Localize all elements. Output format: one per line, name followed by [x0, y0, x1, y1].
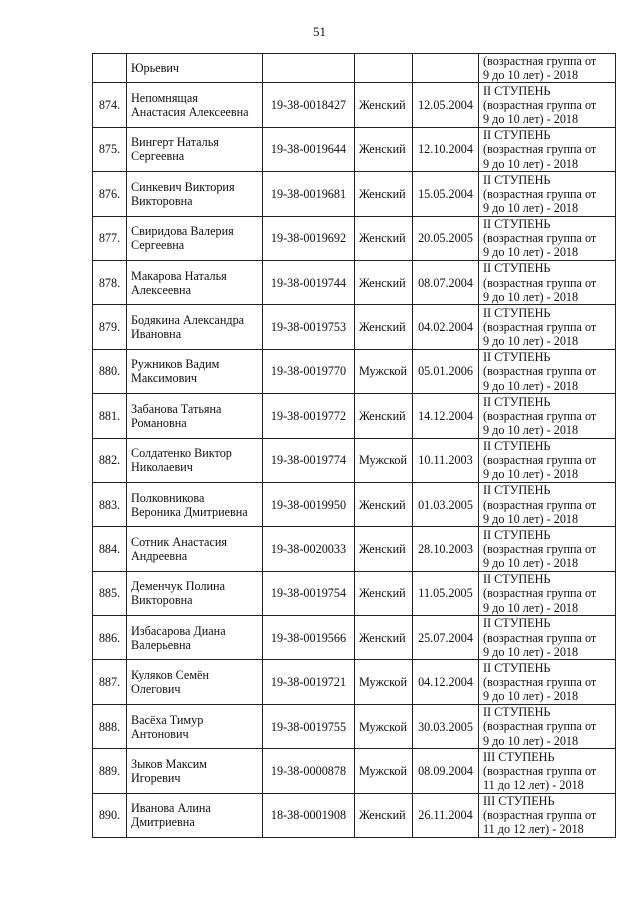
id-cell: 19-38-0019744 — [263, 260, 355, 304]
award-line: (возрастная группа от — [483, 231, 597, 246]
award-line: II СТУПЕНЬ — [483, 216, 551, 231]
name-line: Забанова Татьяна — [131, 401, 222, 416]
award-line: III СТУПЕНЬ — [483, 749, 555, 764]
award-cell — [479, 216, 616, 260]
award-cell — [479, 127, 616, 171]
page-number: 51 — [313, 24, 326, 39]
table-row — [93, 438, 616, 482]
award-line: 11 до 12 лет) - 2018 — [483, 822, 584, 837]
id-cell: 19-38-0019566 — [263, 616, 355, 660]
award-cell — [479, 83, 616, 127]
row-number-cell: 889. — [93, 749, 127, 793]
id-cell: 19-38-0019644 — [263, 127, 355, 171]
row-number-cell: 883. — [93, 482, 127, 526]
table-row — [93, 704, 616, 748]
row-number-cell: 876. — [93, 172, 127, 216]
sex-cell: Женский — [355, 127, 413, 171]
award-cell — [479, 793, 616, 837]
sex-cell: Женский — [355, 216, 413, 260]
award-line: 11 до 12 лет) - 2018 — [483, 778, 584, 793]
award-cell — [479, 54, 616, 83]
name-line: Максимович — [131, 371, 198, 386]
award-cell — [479, 527, 616, 571]
table-row — [93, 749, 616, 793]
row-number-cell: 879. — [93, 305, 127, 349]
award-line: III СТУПЕНЬ — [483, 794, 555, 809]
name-cell — [127, 793, 263, 837]
name-cell — [127, 305, 263, 349]
name-cell — [127, 438, 263, 482]
name-line: Синкевич Виктория — [131, 179, 235, 194]
name-line: Куляков Семён — [131, 668, 209, 683]
award-line: 9 до 10 лет) - 2018 — [483, 112, 579, 127]
sex-cell: Женский — [355, 172, 413, 216]
table-row — [93, 571, 616, 615]
id-cell: 18-38-0001908 — [263, 793, 355, 837]
award-line: II СТУПЕНЬ — [483, 616, 551, 631]
id-cell: 19-38-0019770 — [263, 349, 355, 393]
name-cell — [127, 83, 263, 127]
award-line: 9 до 10 лет) - 2018 — [483, 422, 579, 437]
award-line: (возрастная группа от — [483, 719, 597, 734]
award-line: II СТУПЕНЬ — [483, 705, 551, 720]
name-cell — [127, 571, 263, 615]
award-line: (возрастная группа от — [483, 808, 597, 823]
name-line: Полковникова — [131, 490, 205, 505]
name-line: Деменчук Полина — [131, 579, 225, 594]
row-number-cell: 880. — [93, 349, 127, 393]
id-cell: 19-38-0019692 — [263, 216, 355, 260]
award-cell — [479, 172, 616, 216]
table-row — [93, 660, 616, 704]
dob-cell: 28.10.2003 — [413, 527, 479, 571]
award-line: (возрастная группа от — [483, 541, 597, 556]
row-number-cell: 875. — [93, 127, 127, 171]
name-cell — [127, 749, 263, 793]
award-line: II СТУПЕНЬ — [483, 572, 551, 587]
id-cell: 19-38-0019950 — [263, 482, 355, 526]
dob-cell: 04.12.2004 — [413, 660, 479, 704]
name-cell — [127, 394, 263, 438]
sex-cell: Женский — [355, 305, 413, 349]
sex-cell: Мужской — [355, 749, 413, 793]
id-cell — [263, 54, 355, 83]
dob-cell: 08.07.2004 — [413, 260, 479, 304]
award-line: 9 до 10 лет) - 2018 — [483, 689, 579, 704]
name-line: Игоревич — [131, 770, 181, 785]
row-number-cell — [93, 54, 127, 83]
award-line: (возрастная группа от — [483, 453, 597, 468]
name-line: Олегович — [131, 682, 181, 697]
award-line: II СТУПЕНЬ — [483, 261, 551, 276]
award-line: 9 до 10 лет) - 2018 — [483, 511, 579, 526]
row-number-cell: 885. — [93, 571, 127, 615]
name-line: Ружников Вадим — [131, 357, 220, 372]
award-cell — [479, 349, 616, 393]
name-line: Алексеевна — [131, 282, 191, 297]
row-number-cell: 874. — [93, 83, 127, 127]
row-number-cell: 884. — [93, 527, 127, 571]
name-line: Викторовна — [131, 593, 193, 608]
name-line: Ивановна — [131, 327, 182, 342]
award-line: 9 до 10 лет) - 2018 — [483, 644, 579, 659]
sex-cell: Женский — [355, 616, 413, 660]
name-line: Свиридова Валерия — [131, 224, 234, 239]
name-line: Анастасия Алексеевна — [131, 105, 249, 120]
table-body — [93, 54, 616, 838]
award-line: (возрастная группа от — [483, 275, 597, 290]
name-line: Зыков Максим — [131, 756, 207, 771]
name-cell — [127, 349, 263, 393]
dob-cell: 20.05.2005 — [413, 216, 479, 260]
name-line: Сотник Анастасия — [131, 535, 227, 549]
id-cell: 19-38-0000878 — [263, 749, 355, 793]
table-row — [93, 482, 616, 526]
id-cell: 19-38-0020033 — [263, 527, 355, 571]
award-line: (возрастная группа от — [483, 675, 597, 690]
award-cell — [479, 438, 616, 482]
sex-cell: Мужской — [355, 349, 413, 393]
sex-cell: Мужской — [355, 660, 413, 704]
award-cell — [479, 571, 616, 615]
award-line: 9 до 10 лет) - 2018 — [483, 600, 579, 615]
name-cell — [127, 216, 263, 260]
table-row — [93, 127, 616, 171]
dob-cell: 11.05.2005 — [413, 571, 479, 615]
id-cell: 19-38-0019772 — [263, 394, 355, 438]
dob-cell: 30.03.2005 — [413, 704, 479, 748]
name-line: Васёха Тимур — [131, 712, 204, 727]
id-cell: 19-38-0019774 — [263, 438, 355, 482]
award-line: II СТУПЕНЬ — [483, 350, 551, 365]
dob-cell: 12.05.2004 — [413, 83, 479, 127]
table-row — [93, 172, 616, 216]
sex-cell: Женский — [355, 793, 413, 837]
table-row — [93, 527, 616, 571]
sex-cell — [355, 54, 413, 83]
name-line: Валерьевна — [131, 637, 191, 652]
award-line: II СТУПЕНЬ — [483, 483, 551, 498]
award-line: II СТУПЕНЬ — [483, 305, 551, 320]
award-cell — [479, 482, 616, 526]
name-line: Антонович — [131, 726, 189, 741]
award-line: (возрастная группа от — [483, 408, 597, 423]
name-line: Юрьевич — [131, 61, 179, 76]
name-line: Непомнящая — [131, 91, 198, 106]
id-cell: 19-38-0019755 — [263, 704, 355, 748]
award-line: II СТУПЕНЬ — [483, 660, 551, 675]
name-line: Романовна — [131, 415, 187, 430]
award-line: 9 до 10 лет) - 2018 — [483, 156, 579, 171]
dob-cell: 08.09.2004 — [413, 749, 479, 793]
table-row — [93, 305, 616, 349]
name-line: Вингерт Наталья — [131, 135, 219, 150]
participants-table — [92, 53, 616, 838]
award-line: II СТУПЕНЬ — [483, 394, 551, 409]
dob-cell: 05.01.2006 — [413, 349, 479, 393]
name-line: Избасарова Диана — [131, 623, 226, 638]
row-number-cell: 886. — [93, 616, 127, 660]
award-line: (возрастная группа от — [483, 763, 597, 778]
award-cell — [479, 394, 616, 438]
award-line: 9 до 10 лет) - 2018 — [483, 733, 579, 748]
award-line: 9 до 10 лет) - 2018 — [483, 467, 579, 482]
award-line: (возрастная группа от — [483, 630, 597, 645]
award-line: 9 до 10 лет) - 2018 — [483, 68, 579, 83]
sex-cell: Женский — [355, 482, 413, 526]
dob-cell: 14.12.2004 — [413, 394, 479, 438]
id-cell: 19-38-0019753 — [263, 305, 355, 349]
name-line: Викторовна — [131, 193, 193, 208]
name-line: Иванова Алина — [131, 801, 211, 816]
sex-cell: Мужской — [355, 438, 413, 482]
name-line: Вероника Дмитриевна — [131, 504, 248, 519]
award-line: 9 до 10 лет) - 2018 — [483, 556, 579, 571]
table-row — [93, 394, 616, 438]
name-line: Андреевна — [131, 549, 188, 563]
award-line: 9 до 10 лет) - 2018 — [483, 245, 579, 260]
name-cell — [127, 127, 263, 171]
award-line: II СТУПЕНЬ — [483, 83, 551, 98]
row-number-cell: 882. — [93, 438, 127, 482]
award-line: (возрастная группа от — [483, 497, 597, 512]
name-line: Макарова Наталья — [131, 268, 227, 283]
award-line: (возрастная группа от — [483, 98, 597, 112]
name-cell — [127, 54, 263, 83]
award-line: (возрастная группа от — [483, 319, 597, 334]
award-cell — [479, 704, 616, 748]
award-line: 9 до 10 лет) - 2018 — [483, 200, 579, 215]
table-row — [93, 349, 616, 393]
sex-cell: Женский — [355, 527, 413, 571]
id-cell: 19-38-0019681 — [263, 172, 355, 216]
id-cell: 19-38-0019754 — [263, 571, 355, 615]
name-cell — [127, 616, 263, 660]
dob-cell: 04.02.2004 — [413, 305, 479, 349]
award-line: (возрастная группа от — [483, 54, 597, 68]
name-line: Дмитриевна — [131, 815, 195, 830]
award-cell — [479, 616, 616, 660]
name-line: Бодякина Александра — [131, 313, 245, 328]
name-line: Сергеевна — [131, 238, 185, 253]
table-row — [93, 216, 616, 260]
name-cell — [127, 260, 263, 304]
sex-cell: Женский — [355, 260, 413, 304]
row-number-cell: 877. — [93, 216, 127, 260]
award-line: II СТУПЕНЬ — [483, 527, 551, 542]
table-row — [93, 260, 616, 304]
award-line: 9 до 10 лет) - 2018 — [483, 289, 579, 304]
row-number-cell: 887. — [93, 660, 127, 704]
dob-cell: 12.10.2004 — [413, 127, 479, 171]
dob-cell: 10.11.2003 — [413, 438, 479, 482]
table-row-continuation — [93, 54, 616, 83]
name-line: Сергеевна — [131, 149, 185, 164]
id-cell: 19-38-0018427 — [263, 83, 355, 127]
dob-cell: 01.03.2005 — [413, 482, 479, 526]
award-cell — [479, 260, 616, 304]
row-number-cell: 878. — [93, 260, 127, 304]
name-cell — [127, 704, 263, 748]
award-cell — [479, 749, 616, 793]
dob-cell: 15.05.2004 — [413, 172, 479, 216]
name-line: Николаевич — [131, 460, 193, 475]
award-line: (возрастная группа от — [483, 586, 597, 601]
row-number-cell: 890. — [93, 793, 127, 837]
award-line: II СТУПЕНЬ — [483, 128, 551, 143]
name-cell — [127, 172, 263, 216]
dob-cell — [413, 54, 479, 83]
name-cell — [127, 482, 263, 526]
award-line: 9 до 10 лет) - 2018 — [483, 334, 579, 349]
table-row — [93, 83, 616, 127]
name-cell — [127, 527, 263, 571]
row-number-cell: 888. — [93, 704, 127, 748]
award-cell — [479, 305, 616, 349]
award-line: 9 до 10 лет) - 2018 — [483, 378, 579, 393]
name-cell — [127, 660, 263, 704]
award-line: (возрастная группа от — [483, 364, 597, 379]
row-number-cell: 881. — [93, 394, 127, 438]
award-line: II СТУПЕНЬ — [483, 438, 551, 453]
award-line: (возрастная группа от — [483, 142, 597, 157]
award-line: II СТУПЕНЬ — [483, 172, 551, 187]
sex-cell: Женский — [355, 394, 413, 438]
sex-cell: Женский — [355, 571, 413, 615]
award-line: (возрастная группа от — [483, 186, 597, 201]
dob-cell: 25.07.2004 — [413, 616, 479, 660]
dob-cell: 26.11.2004 — [413, 793, 479, 837]
sex-cell: Женский — [355, 83, 413, 127]
table-row — [93, 793, 616, 837]
name-line: Солдатенко Виктор — [131, 446, 232, 461]
table-row — [93, 616, 616, 660]
award-cell — [479, 660, 616, 704]
id-cell: 19-38-0019721 — [263, 660, 355, 704]
sex-cell: Мужской — [355, 704, 413, 748]
